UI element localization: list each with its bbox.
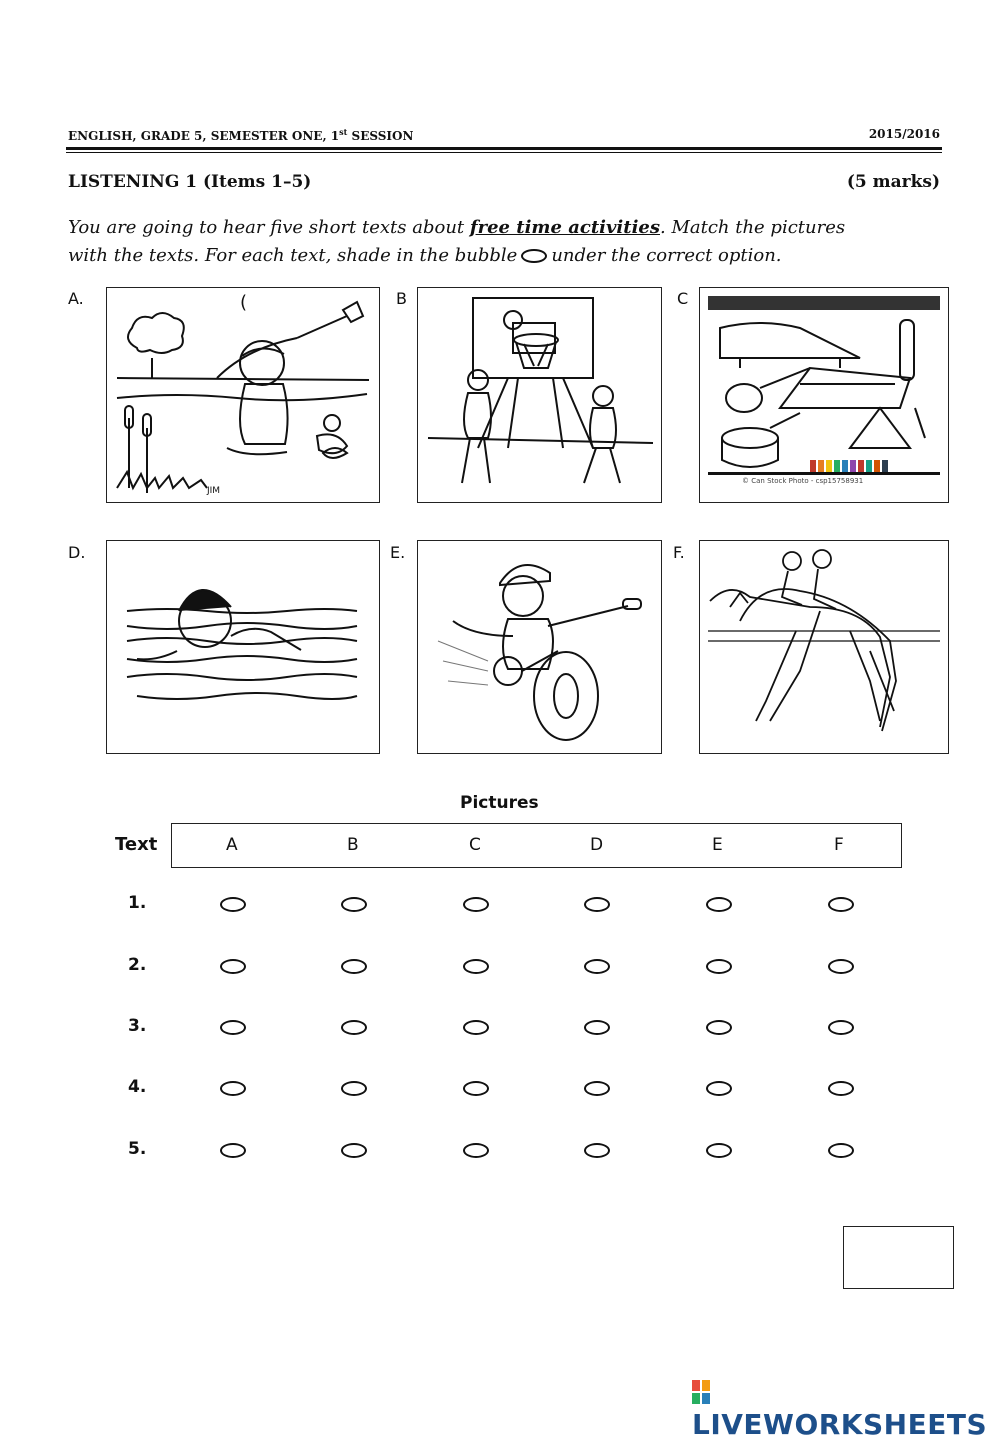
answer-bubble-2-d[interactable] xyxy=(584,959,610,974)
answer-bubble-1-b[interactable] xyxy=(341,897,367,912)
row-label-4: 4. xyxy=(128,1077,147,1097)
answer-bubble-4-c[interactable] xyxy=(463,1081,489,1096)
instructions-emphasis: free time activities xyxy=(469,217,660,238)
column-header-d: D xyxy=(590,835,604,855)
column-header-f: F xyxy=(834,835,844,855)
header-course: ENGLISH, GRADE 5, SEMESTER ONE, 1st SESSION xyxy=(68,127,414,143)
answer-bubble-1-c[interactable] xyxy=(463,897,489,912)
answer-bubble-3-b[interactable] xyxy=(341,1020,367,1035)
answer-bubble-2-c[interactable] xyxy=(463,959,489,974)
header-rule-thick xyxy=(66,147,942,150)
score-box[interactable] xyxy=(843,1226,954,1289)
answer-bubble-5-c[interactable] xyxy=(463,1143,489,1158)
answer-bubble-3-c[interactable] xyxy=(463,1020,489,1035)
cycling-icon xyxy=(418,541,661,753)
answer-bubble-4-a[interactable] xyxy=(220,1081,246,1096)
liveworksheets-logo xyxy=(692,1375,1000,1441)
horse-racing-icon xyxy=(700,541,948,753)
picture-label-e: E. xyxy=(390,543,406,562)
swimming-icon xyxy=(107,541,379,753)
answer-bubble-2-f[interactable] xyxy=(828,959,854,974)
answer-bubble-4-f[interactable] xyxy=(828,1081,854,1096)
picture-f xyxy=(699,540,949,754)
answer-bubble-5-a[interactable] xyxy=(220,1143,246,1158)
answer-bubble-2-b[interactable] xyxy=(341,959,367,974)
answer-bubble-1-e[interactable] xyxy=(706,897,732,912)
answer-bubble-1-f[interactable] xyxy=(828,897,854,912)
picture-c xyxy=(699,287,949,503)
picture-c-caption: © Can Stock Photo - csp15758931 xyxy=(742,477,864,485)
header-year: 2015/2016 xyxy=(868,127,940,141)
section-marks: (5 marks) xyxy=(846,172,940,192)
answer-bubble-2-a[interactable] xyxy=(220,959,246,974)
row-label-2: 2. xyxy=(128,955,147,975)
answer-bubble-3-f[interactable] xyxy=(828,1020,854,1035)
picture-b xyxy=(417,287,662,503)
row-label-1: 1. xyxy=(128,893,147,913)
answer-bubble-5-f[interactable] xyxy=(828,1143,854,1158)
instruments-icon xyxy=(700,288,948,502)
liveworksheets-mark-icon xyxy=(692,1380,710,1404)
svg-text:(: ( xyxy=(240,292,248,313)
answer-bubble-4-e[interactable] xyxy=(706,1081,732,1096)
answer-bubble-5-d[interactable] xyxy=(584,1143,610,1158)
answer-table-row-header: Text xyxy=(115,834,158,855)
svg-text:JIM: JIM xyxy=(207,486,221,496)
liveworksheets-brand: LIVEWORKSHEETS xyxy=(692,1408,988,1441)
column-header-c: C xyxy=(469,835,481,855)
picture-label-d: D. xyxy=(68,543,86,562)
picture-label-b: B xyxy=(396,289,407,308)
instructions: You are going to hear five short texts about free time activities. Match the pictures with the texts. For each text, shade in the bubble under the correct option. xyxy=(68,217,846,266)
picture-label-f: F. xyxy=(673,543,685,562)
basketball-icon xyxy=(418,288,661,502)
picture-d xyxy=(106,540,380,754)
answer-bubble-3-e[interactable] xyxy=(706,1020,732,1035)
answer-bubble-2-e[interactable] xyxy=(706,959,732,974)
answer-bubble-3-d[interactable] xyxy=(584,1020,610,1035)
answer-bubble-1-d[interactable] xyxy=(584,897,610,912)
answer-bubble-4-b[interactable] xyxy=(341,1081,367,1096)
picture-label-a: A. xyxy=(68,289,84,308)
answer-bubble-3-a[interactable] xyxy=(220,1020,246,1035)
answer-table-column-box xyxy=(171,823,902,868)
section-title: LISTENING 1 (Items 1–5) xyxy=(68,172,312,192)
answer-bubble-1-a[interactable] xyxy=(220,897,246,912)
row-label-5: 5. xyxy=(128,1139,147,1159)
header-rule-thin xyxy=(66,152,942,153)
answer-bubble-5-b[interactable] xyxy=(341,1143,367,1158)
answer-table-title: Pictures xyxy=(460,793,539,813)
picture-label-c: C xyxy=(677,289,689,308)
column-header-e: E xyxy=(712,835,723,855)
row-label-3: 3. xyxy=(128,1016,147,1036)
picture-a xyxy=(106,287,380,503)
column-header-b: B xyxy=(347,835,359,855)
column-header-a: A xyxy=(226,835,238,855)
golf-icon xyxy=(107,288,379,502)
bubble-icon xyxy=(521,249,547,263)
answer-bubble-4-d[interactable] xyxy=(584,1081,610,1096)
answer-bubble-5-e[interactable] xyxy=(706,1143,732,1158)
picture-e xyxy=(417,540,662,754)
